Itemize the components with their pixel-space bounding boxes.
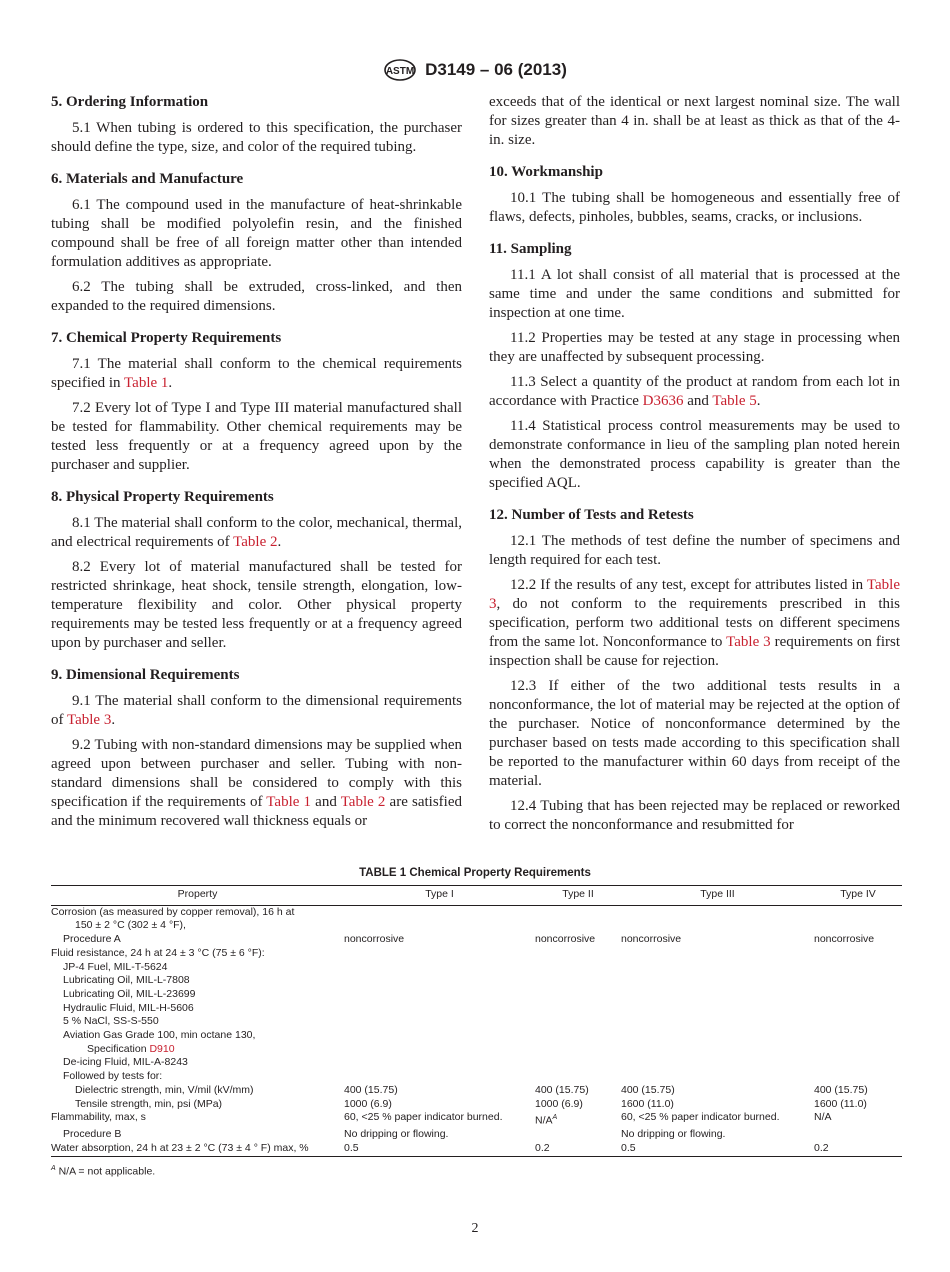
value-cell <box>814 988 902 1002</box>
property-cell: Dielectric strength, min, V/mil (kV/mm) <box>75 1083 254 1096</box>
chemical-property-table <box>51 885 902 1157</box>
value-cell: noncorrosive <box>814 933 875 946</box>
value-cell <box>621 1056 814 1070</box>
value-cell <box>814 974 902 988</box>
svg-text:ASTM: ASTM <box>385 66 415 77</box>
table-2-link[interactable]: Table 2 <box>340 794 386 810</box>
value-cell: 400 (15.75) <box>535 1083 589 1096</box>
value-cell <box>344 1043 535 1057</box>
property-cell: Fluid resistance, 24 h at 24 ± 3 °C (75 ± 6 °F): <box>51 946 265 959</box>
value-cell <box>621 905 814 919</box>
table-3-link[interactable]: Table 3 <box>66 712 112 728</box>
table-row <box>51 1002 902 1016</box>
paragraph: 6.1 The compound used in the manufacture of heat-shrinkable tubing shall be modified polyolefin resin, and the finished compound shall be free of all foreign matter other than intended formulation additives as appropriate. <box>51 197 462 270</box>
value-cell <box>621 1015 814 1029</box>
paragraph: 12.3 If either of the two additional tests results in a nonconformance, the lot of material may be rejected at the option of the purchaser. Notice of nonconformance determined by the purchaser based on tests made according to this specification shall be reported to the manufacturer within 60 days from receipt of the material. <box>489 678 900 789</box>
column-header: Type II <box>562 888 594 900</box>
value-cell: No dripping or flowing. <box>621 1128 726 1141</box>
paragraph: 11.2 Properties may be tested at any stage in processing when they are unaffected by subsequent processing. <box>489 330 900 365</box>
paragraph: 12.2 If the results of any test, except for attributes listed in Table 3, do not conform to the requirements prescribed in this specification, perform two additional tests on different specimens from the same lot. Nonconformance to Table 3 requirements on first inspection shall be cause for rejection. <box>489 577 901 669</box>
value-cell: 60, <25 % paper indicator burned. <box>344 1111 503 1124</box>
value-cell <box>814 947 902 961</box>
value-cell <box>621 974 814 988</box>
section-heading: 5. Ordering Information <box>51 94 209 110</box>
section-heading: 7. Chemical Property Requirements <box>51 330 282 346</box>
property-cell: Water absorption, 24 h at 23 ± 2 °C (73 ± 4 ° F) max, % <box>51 1142 309 1155</box>
property-cell: 5 % NaCl, SS-S-550 <box>63 1015 159 1028</box>
property-cell: Procedure B <box>63 1128 122 1141</box>
value-cell <box>814 1043 902 1057</box>
value-cell <box>344 1029 535 1043</box>
value-cell <box>621 961 814 975</box>
property-cell: Hydraulic Fluid, MIL-H-5606 <box>63 1001 194 1014</box>
value-cell: noncorrosive <box>344 933 405 946</box>
table-3-link[interactable]: Table 3 <box>489 577 900 612</box>
paragraph-continuation: exceeds that of the identical or next largest nominal size. The wall for sizes greater than 4 in. shall be at least as thick as that of the 4-in. size. <box>489 94 900 148</box>
property-cell: Followed by tests for: <box>63 1070 163 1083</box>
value-cell <box>344 1070 535 1084</box>
value-cell <box>344 1056 535 1070</box>
paragraph: 6.2 The tubing shall be extruded, cross-linked, and then expanded to the required dimensions. <box>51 279 462 314</box>
value-cell <box>814 1070 902 1084</box>
paragraph: 8.1 The material shall conform to the color, mechanical, thermal, and electrical requirements of Table 2. <box>51 515 462 550</box>
table-row <box>51 1142 902 1156</box>
value-cell <box>344 961 535 975</box>
property-cell: De-icing Fluid, MIL-A-8243 <box>63 1056 188 1069</box>
table-row <box>51 1056 902 1070</box>
table-row <box>51 1111 902 1128</box>
d910-link[interactable]: D910 <box>149 1042 175 1055</box>
page-number: 2 <box>471 1221 479 1236</box>
value-cell: 1600 (11.0) <box>814 1097 867 1110</box>
value-cell: 1000 (6.9) <box>535 1097 583 1110</box>
value-cell <box>814 1056 902 1070</box>
value-cell <box>535 1002 621 1016</box>
paragraph: 11.4 Statistical process control measurements may be used to demonstrate conformance in lieu of the sampling plan noted herein when the demonstrated process capability is greater than the specified AQL. <box>489 418 900 491</box>
value-cell <box>535 1043 621 1057</box>
section-heading: 11. Sampling <box>489 241 572 257</box>
table-header-row <box>51 886 902 906</box>
value-cell: noncorrosive <box>621 933 682 946</box>
table-title: TABLE 1 Chemical Property Requirements <box>359 867 591 879</box>
d3636-link[interactable]: D3636 <box>642 393 684 409</box>
paragraph: 12.4 Tubing that has been rejected may be replaced or reworked to correct the nonconformance and resubmitted for <box>489 798 900 833</box>
value-cell <box>344 1002 535 1016</box>
value-cell: 400 (15.75) <box>621 1083 675 1096</box>
value-cell: N/A <box>814 1111 832 1124</box>
table-row <box>51 919 902 933</box>
paragraph: 5.1 When tubing is ordered to this specification, the purchaser should define the type, size, and color of the required tubing. <box>51 120 462 155</box>
value-cell <box>621 947 814 961</box>
property-cell: Corrosion (as measured by copper removal), 16 h at <box>51 905 295 918</box>
value-cell <box>344 988 535 1002</box>
right-column <box>489 93 900 841</box>
value-cell <box>814 1015 902 1029</box>
property-cell: Aviation Gas Grade 100, min octane 130, <box>63 1029 256 1042</box>
value-cell <box>535 988 621 1002</box>
value-cell <box>814 1002 902 1016</box>
value-cell <box>814 1029 902 1043</box>
value-cell <box>344 919 535 933</box>
value-cell <box>535 1128 621 1142</box>
section-heading: 8. Physical Property Requirements <box>51 489 274 505</box>
table-row <box>51 1070 902 1084</box>
value-cell <box>535 919 621 933</box>
paragraph: 11.3 Select a quantity of the product at random from each lot in accordance with Practice D3636 and Table 5. <box>489 374 900 409</box>
value-cell <box>535 974 621 988</box>
paragraph: 9.1 The material shall conform to the dimensional requirements of Table 3. <box>51 693 462 728</box>
table-row <box>51 1098 902 1112</box>
value-cell <box>621 1029 814 1043</box>
value-cell <box>344 905 535 919</box>
value-cell <box>621 1070 814 1084</box>
table-row <box>51 974 902 988</box>
value-cell: $N/A^A$ <box>535 1114 558 1127</box>
value-cell: noncorrosive <box>535 933 596 946</box>
paragraph: 9.2 Tubing with non-standard dimensions may be supplied when agreed upon between purchaser and seller. Tubing with non-standard dimensions shall be considered to comply with this specification if the requirements of Table 1 and Table 2 are satisfied and the minimum recovered wall thickness equals or <box>51 737 462 829</box>
value-cell <box>344 974 535 988</box>
table-row <box>51 1015 902 1029</box>
property-cell: Specification D910 <box>87 1042 175 1055</box>
table-row <box>51 1043 902 1057</box>
value-cell <box>535 1015 621 1029</box>
standard-designation: D3149 – 06 (2013) <box>425 60 567 79</box>
property-cell: 150 ± 2 °C (302 ± 4 °F), <box>75 919 186 932</box>
value-cell <box>535 1070 621 1084</box>
value-cell <box>814 1128 902 1142</box>
table-1-link[interactable]: Table 1 <box>124 375 169 391</box>
column-header: Type IV <box>840 888 876 900</box>
table-row <box>51 905 902 919</box>
value-cell <box>814 961 902 975</box>
value-cell <box>621 988 814 1002</box>
table-3-link[interactable]: Table 3 <box>726 634 771 650</box>
value-cell: 400 (15.75) <box>344 1083 398 1096</box>
value-cell: 0.5 <box>344 1142 359 1155</box>
table-row <box>51 1128 902 1142</box>
property-cell: Lubricating Oil, MIL-L-23699 <box>63 987 196 1000</box>
value-cell <box>535 947 621 961</box>
value-cell: 0.2 <box>814 1142 829 1155</box>
value-cell <box>814 905 902 919</box>
value-cell <box>621 1002 814 1016</box>
column-header: Type III <box>700 888 735 900</box>
paragraph: 11.1 A lot shall consist of all material that is processed at the same time and under the same conditions and submitted for inspection at one time. <box>489 267 900 321</box>
table-row <box>51 1029 902 1043</box>
table-5-link[interactable]: Table 5 <box>712 393 757 409</box>
column-header: Property <box>177 888 218 900</box>
property-cell: Flammability, max, s <box>51 1111 146 1124</box>
column-header: Type I <box>425 888 454 900</box>
table-2-link[interactable]: Table 2 <box>233 534 278 550</box>
value-cell <box>535 1029 621 1043</box>
value-cell: 0.2 <box>535 1142 550 1155</box>
table-row <box>51 947 902 961</box>
paragraph: 7.1 The material shall conform to the chemical requirements specified in Table 1. <box>51 356 462 391</box>
paragraph: 10.1 The tubing shall be homogeneous and essentially free of flaws, defects, pinholes, bubbles, seams, cracks, or inclusions. <box>489 190 900 225</box>
value-cell <box>814 919 902 933</box>
value-cell: No dripping or flowing. <box>344 1128 449 1141</box>
property-cell: Lubricating Oil, MIL-L-7808 <box>63 974 190 987</box>
value-cell <box>535 961 621 975</box>
section-heading: 10. Workmanship <box>489 164 603 180</box>
value-cell <box>344 947 535 961</box>
table-row <box>51 933 902 947</box>
paragraph: 7.2 Every lot of Type I and Type III material manufactured shall be tested for flammability. Other chemical requirements may be tested less frequently or at a frequency agreed upon by the purchaser and supplier. <box>51 400 462 473</box>
table-row <box>51 1084 902 1098</box>
table-1-link[interactable]: Table 1 <box>266 794 312 810</box>
property-cell: JP-4 Fuel, MIL-T-5624 <box>63 960 168 973</box>
section-heading: 6. Materials and Manufacture <box>51 171 244 187</box>
value-cell <box>344 1015 535 1029</box>
paragraph: 12.1 The methods of test define the number of specimens and length required for each test. <box>489 533 900 568</box>
property-cell: Procedure A <box>63 933 121 946</box>
table-row <box>51 988 902 1002</box>
value-cell: 60, <25 % paper indicator burned. <box>621 1111 780 1124</box>
table-footnote: $^A$ N/A = not applicable. <box>51 1165 156 1178</box>
value-cell <box>535 905 621 919</box>
page-header <box>0 58 950 82</box>
value-cell: 1000 (6.9) <box>344 1097 392 1110</box>
value-cell <box>535 1056 621 1070</box>
table-row <box>51 961 902 975</box>
astm-logo-icon <box>383 59 417 81</box>
section-heading: 12. Number of Tests and Retests <box>489 507 694 523</box>
property-cell: Tensile strength, min, psi (MPa) <box>75 1097 223 1110</box>
value-cell <box>621 919 814 933</box>
paragraph: 8.2 Every lot of material manufactured shall be tested for restricted shrinkage, heat shock, tensile strength, elongation, low-temperature flexibility and color. Other physical property requirements may be tested less frequently or at a frequency agreed upon by purchaser and seller. <box>51 559 462 651</box>
left-column <box>51 93 462 837</box>
footnote-mark: A <box>552 1114 558 1122</box>
value-cell: 1600 (11.0) <box>621 1097 674 1110</box>
value-cell <box>621 1043 814 1057</box>
value-cell: 0.5 <box>621 1142 636 1155</box>
section-heading: 9. Dimensional Requirements <box>51 667 240 683</box>
value-cell: 400 (15.75) <box>814 1083 868 1096</box>
